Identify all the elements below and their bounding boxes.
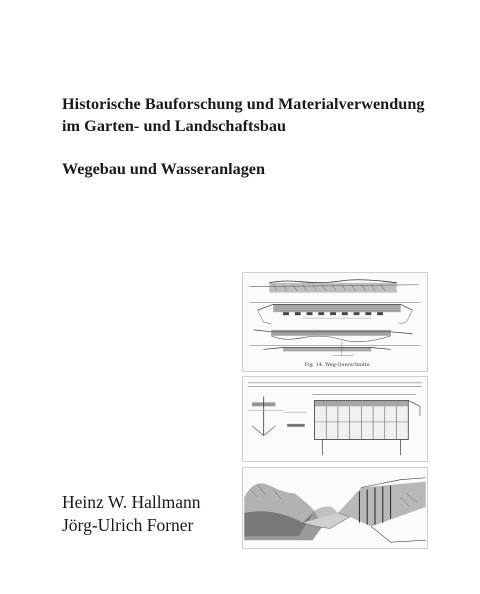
landscape-waterway-illustration <box>242 467 428 549</box>
landscape-waterway-engraving <box>243 468 427 548</box>
road-cross-section-drawing <box>243 273 427 371</box>
water-structure-construction-drawing <box>243 377 427 461</box>
road-cross-section-illustration <box>242 272 428 372</box>
author-list <box>62 491 201 537</box>
author-name: Jörg-Ulrich Forner <box>62 515 194 535</box>
title-line-1: Historische Bauforschung und Materialverwendung <box>62 95 425 113</box>
illustration-caption: Fig. 14. Weg-Querschnitte <box>304 362 370 369</box>
water-structure-illustration <box>242 376 428 462</box>
book-subtitle: Wegebau und Wasseranlagen <box>62 160 265 178</box>
title-line-2: im Garten- und Landschaftsbau <box>62 117 287 135</box>
book-title <box>62 93 462 137</box>
author-name: Heinz W. Hallmann <box>62 492 201 512</box>
